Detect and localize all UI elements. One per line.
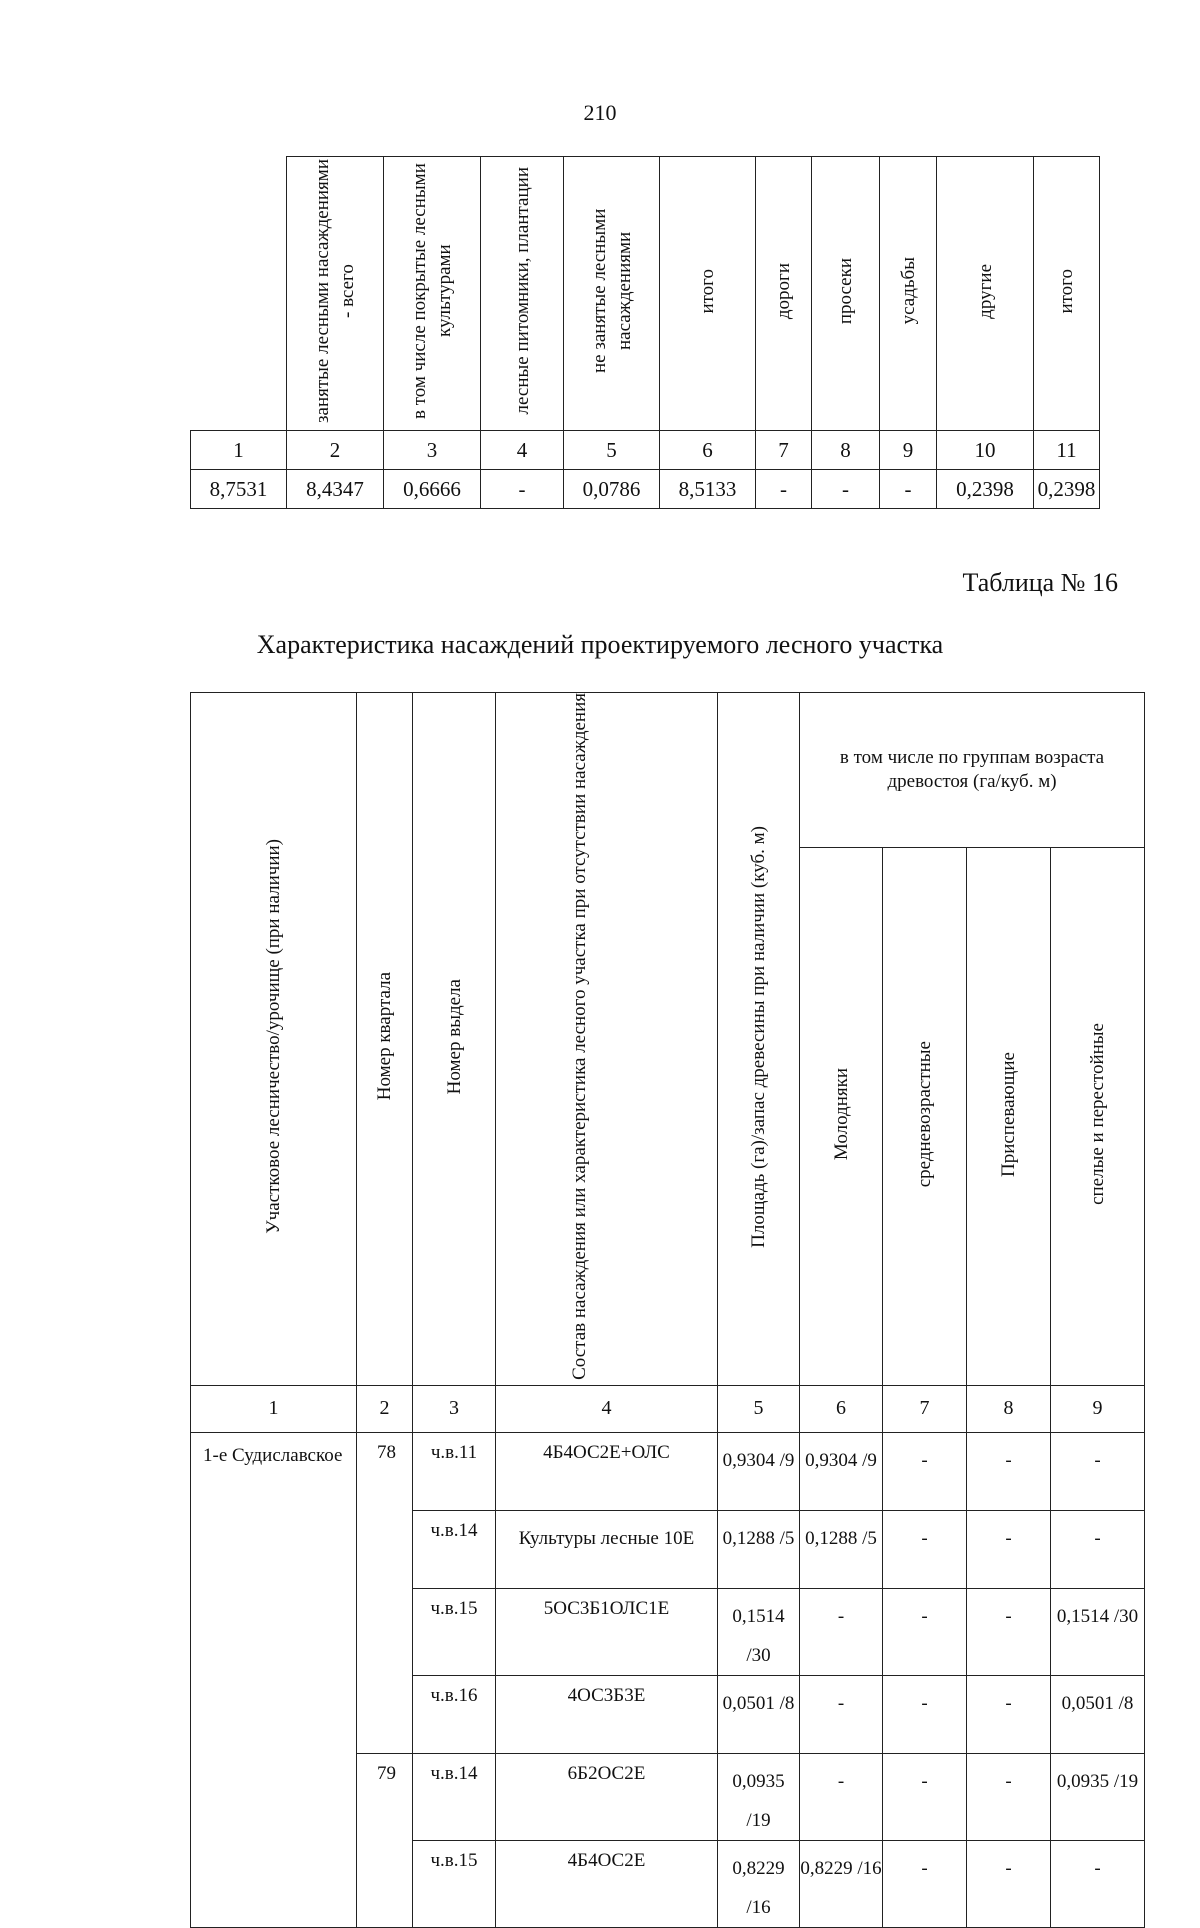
table-cell: -: [812, 470, 880, 509]
header-cell: Участковое лесничество/урочище (при наличии): [191, 693, 357, 1386]
table-cell: 0,2398: [937, 470, 1034, 509]
ripening-cell: -: [967, 1432, 1051, 1510]
header-cell: итого: [1034, 157, 1100, 431]
table-cell: -: [481, 470, 564, 509]
header-cell: просеки: [812, 157, 880, 431]
table-row: [191, 1432, 1145, 1510]
vydel-cell: ч.в.16: [413, 1675, 496, 1753]
table-cell: 8,4347: [287, 470, 384, 509]
column-number: 9: [1051, 1385, 1145, 1432]
mature-cell: 0,0501 /8: [1051, 1675, 1145, 1753]
mature-cell: -: [1051, 1510, 1145, 1588]
header-cell: спелые и перестойные: [1051, 848, 1145, 1386]
column-number: 1: [191, 431, 287, 470]
middle-cell: -: [883, 1588, 967, 1675]
header-cell: усадьбы: [880, 157, 937, 431]
column-number: 2: [357, 1385, 413, 1432]
column-number: 8: [812, 431, 880, 470]
ripening-cell: -: [967, 1510, 1051, 1588]
table-label: Таблица № 16: [962, 568, 1118, 597]
mature-cell: -: [1051, 1840, 1145, 1927]
column-number: 4: [481, 431, 564, 470]
header-cell: Молодняки: [800, 848, 883, 1386]
table-cell: 8,5133: [660, 470, 756, 509]
young-cell: 0,1288 /5: [800, 1510, 883, 1588]
table-header-row: [191, 157, 1100, 431]
vydel-cell: ч.в.14: [413, 1510, 496, 1588]
header-cell: Номер выдела: [413, 693, 496, 1386]
middle-cell: -: [883, 1840, 967, 1927]
kvartal-cell: 78: [357, 1432, 413, 1753]
ripening-cell: -: [967, 1840, 1051, 1927]
page-number: 210: [583, 100, 617, 125]
area-cell: 0,8229 /16: [718, 1840, 800, 1927]
header-cell: дороги: [756, 157, 812, 431]
header-cell: [191, 157, 287, 431]
young-cell: -: [800, 1675, 883, 1753]
middle-cell: -: [883, 1510, 967, 1588]
forestry-cell: 1-е Судиславское: [191, 1432, 357, 1927]
column-number: 3: [384, 431, 481, 470]
header-cell: другие: [937, 157, 1034, 431]
column-number-row: [191, 1385, 1145, 1432]
header-cell: лесные питомники, плантации: [481, 157, 564, 431]
column-number: 5: [718, 1385, 800, 1432]
table-cell: -: [880, 470, 937, 509]
column-number: 2: [287, 431, 384, 470]
table-cell: 0,0786: [564, 470, 660, 509]
ripening-cell: -: [967, 1588, 1051, 1675]
young-cell: -: [800, 1753, 883, 1840]
mature-cell: -: [1051, 1432, 1145, 1510]
header-cell: средневозрастные: [883, 848, 967, 1386]
kvartal-cell: 79: [357, 1753, 413, 1927]
ripening-cell: -: [967, 1753, 1051, 1840]
area-cell: 0,0935 /19: [718, 1753, 800, 1840]
area-cell: 0,9304 /9: [718, 1432, 800, 1510]
table-cell: 8,7531: [191, 470, 287, 509]
young-cell: 0,8229 /16: [800, 1840, 883, 1927]
header-cell: Площадь (га)/запас древесины при наличии (куб. м): [718, 693, 800, 1386]
header-cell: в том числе покрытые лесными культурами: [384, 157, 481, 431]
composition-cell: 4ОС3Б3Е: [496, 1675, 718, 1753]
table-title: Характеристика насаждений проектируемого лесного участка: [256, 630, 944, 659]
ripening-cell: -: [967, 1675, 1051, 1753]
column-number: 9: [880, 431, 937, 470]
header-group-cell: в том числе по группам возраста древостоя (га/куб. м): [800, 693, 1145, 848]
composition-cell: 4Б4ОС2Е: [496, 1840, 718, 1927]
column-number: 7: [756, 431, 812, 470]
young-cell: 0,9304 /9: [800, 1432, 883, 1510]
column-number: 5: [564, 431, 660, 470]
header-cell: не занятые лесными насаждениями: [564, 157, 660, 431]
area-cell: 0,0501 /8: [718, 1675, 800, 1753]
area-cell: 0,1514 /30: [718, 1588, 800, 1675]
column-number: 10: [937, 431, 1034, 470]
column-number: 6: [660, 431, 756, 470]
middle-cell: -: [883, 1432, 967, 1510]
table-row: [191, 470, 1100, 509]
table-cell: 0,2398: [1034, 470, 1100, 509]
column-number: 11: [1034, 431, 1100, 470]
column-number: 6: [800, 1385, 883, 1432]
young-cell: -: [800, 1588, 883, 1675]
stand-characteristics-table: [190, 692, 1145, 1928]
column-number: 3: [413, 1385, 496, 1432]
area-cell: 0,1288 /5: [718, 1510, 800, 1588]
land-category-table: [190, 156, 1100, 509]
composition-cell: 5ОС3Б1ОЛС1Е: [496, 1588, 718, 1675]
composition-cell: 4Б4ОС2Е+ОЛС: [496, 1432, 718, 1510]
header-cell: занятые лесными насаждениями - всего: [287, 157, 384, 431]
middle-cell: -: [883, 1675, 967, 1753]
column-number-row: [191, 431, 1100, 470]
mature-cell: 0,0935 /19: [1051, 1753, 1145, 1840]
column-number: 4: [496, 1385, 718, 1432]
vydel-cell: ч.в.11: [413, 1432, 496, 1510]
header-cell: Приспевающие: [967, 848, 1051, 1386]
vydel-cell: ч.в.15: [413, 1840, 496, 1927]
column-number: 8: [967, 1385, 1051, 1432]
table-cell: 0,6666: [384, 470, 481, 509]
vydel-cell: ч.в.14: [413, 1753, 496, 1840]
middle-cell: -: [883, 1753, 967, 1840]
header-cell: Состав насаждения или характеристика лесного участка при отсутствии насаждения: [496, 693, 718, 1386]
composition-cell: 6Б2ОС2Е: [496, 1753, 718, 1840]
header-cell: итого: [660, 157, 756, 431]
header-cell: Номер квартала: [357, 693, 413, 1386]
column-number: 7: [883, 1385, 967, 1432]
vydel-cell: ч.в.15: [413, 1588, 496, 1675]
composition-cell: Культуры лесные 10Е: [496, 1510, 718, 1588]
mature-cell: 0,1514 /30: [1051, 1588, 1145, 1675]
table-header-row: [191, 693, 1145, 848]
column-number: 1: [191, 1385, 357, 1432]
table-cell: -: [756, 470, 812, 509]
